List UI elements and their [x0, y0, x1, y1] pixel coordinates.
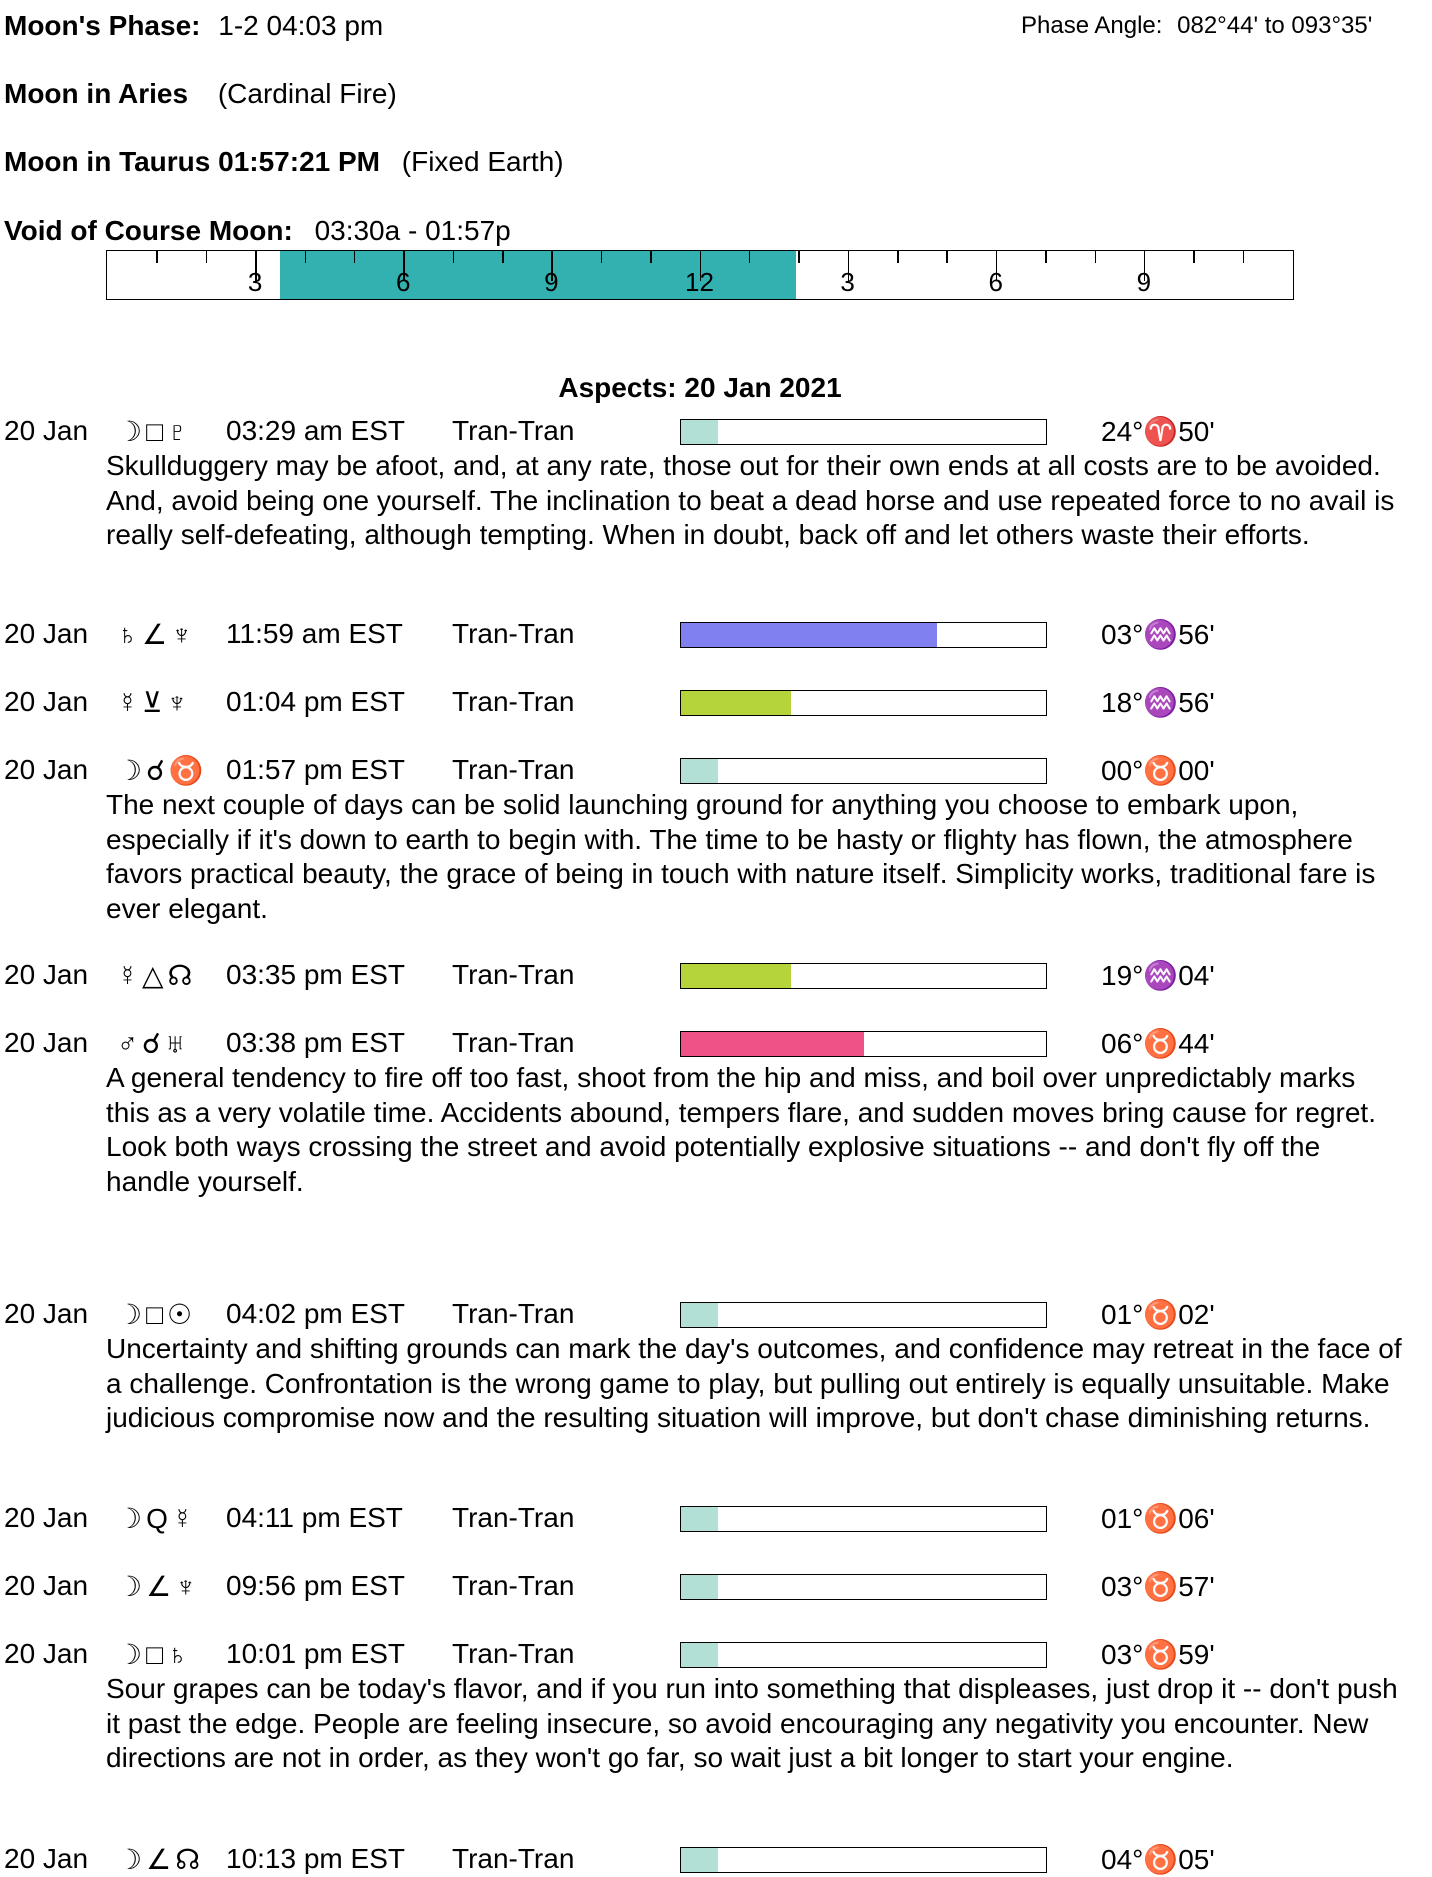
phase-angle [1021, 12, 1372, 40]
aspect-glyphs-icon: ☽□☉ [117, 1299, 197, 1330]
aspect-strength-fill [681, 759, 718, 783]
aspect-date: 20 Jan [4, 1027, 89, 1058]
aspect-strength-fill [681, 964, 791, 988]
aspect-strength-fill [681, 1303, 718, 1327]
aspect-position: 18°♒56' [1101, 687, 1215, 718]
moon-phase-line [4, 10, 383, 42]
aspect-glyphs-icon: ☽Q☿ [117, 1503, 197, 1534]
aspect-type: Tran-Tran [452, 618, 575, 649]
timeline-hour-label: 6 [988, 267, 1003, 297]
aspect-strength-fill [681, 1507, 718, 1531]
timeline-hour-label: 9 [544, 267, 559, 297]
aspect-position: 01°♉02' [1101, 1299, 1215, 1330]
aspect-glyphs-icon: ☽□♇ [117, 416, 193, 447]
aspect-description: Sour grapes can be today's flavor, and if you run into something that displeases, just drop it -- don't push it past the edge. People are feeling insecure, so avoid encouraging any negativity you encounter. New directions are not in order, as they won't go far, so wait just a bit longer to start your engine. [106, 1673, 1398, 1773]
timeline-hour-label: 6 [396, 267, 411, 297]
timeline-tick [354, 251, 356, 263]
timeline-tick [206, 251, 208, 263]
aspect-time: 03:35 pm EST [226, 959, 405, 990]
aspect-position: 19°♒04' [1101, 960, 1215, 991]
aspect-type: Tran-Tran [452, 686, 575, 717]
aspect-glyphs-icon: ☽∠♆ [117, 1571, 201, 1602]
aspect-date: 20 Jan [4, 959, 89, 990]
timeline-hour-label: 12 [685, 267, 714, 297]
aspect-strength-bar [680, 622, 1047, 648]
aspect-date: 20 Jan [4, 1638, 89, 1669]
moon-sign-line-1 [4, 78, 397, 110]
aspect-position: 01°♉06' [1101, 1503, 1215, 1534]
timeline-tick [1193, 251, 1195, 263]
aspect-position: 03°♒56' [1101, 619, 1215, 650]
aspect-type: Tran-Tran [452, 1502, 575, 1533]
timeline-tick [453, 251, 455, 263]
timeline-tick [897, 251, 899, 263]
moon-sign-2-note: (Fixed Earth) [401, 146, 564, 177]
timeline-tick [1095, 251, 1097, 263]
aspect-date: 20 Jan [4, 415, 89, 446]
aspect-strength-bar [680, 963, 1047, 989]
aspect-time: 03:38 pm EST [226, 1027, 405, 1058]
aspect-strength-fill [681, 1848, 718, 1872]
aspect-type: Tran-Tran [452, 415, 575, 446]
aspect-type: Tran-Tran [452, 1298, 575, 1329]
aspect-glyphs-icon: ♂☌♅ [117, 1028, 190, 1059]
timeline-hour-label: 3 [840, 267, 855, 297]
moon-sign-line-2 [4, 146, 564, 178]
void-label: Void of Course Moon: [4, 215, 293, 246]
moon-phase-label: Moon's Phase: [4, 10, 201, 41]
aspect-type: Tran-Tran [452, 1027, 575, 1058]
aspect-glyphs-icon: ☿⊻♆ [117, 687, 192, 718]
aspect-time: 11:59 am EST [226, 618, 403, 649]
aspect-time: 10:01 pm EST [226, 1638, 405, 1669]
timeline-tick [601, 251, 603, 263]
timeline-tick [1045, 251, 1047, 263]
aspect-date: 20 Jan [4, 1843, 89, 1874]
aspect-glyphs-icon: ☽□♄ [117, 1639, 193, 1670]
timeline-tick [749, 251, 751, 263]
aspect-date: 20 Jan [4, 754, 89, 785]
aspect-type: Tran-Tran [452, 1638, 575, 1669]
timeline-tick [502, 251, 504, 263]
aspect-time: 01:57 pm EST [226, 754, 405, 785]
aspect-position: 03°♉57' [1101, 1571, 1215, 1602]
void-of-course-timeline [106, 250, 1294, 300]
phase-angle-value: 082°44' to 093°35' [1177, 12, 1373, 39]
aspect-time: 04:11 pm EST [226, 1502, 403, 1533]
aspect-date: 20 Jan [4, 1502, 89, 1533]
phase-angle-label: Phase Angle: [1021, 12, 1163, 39]
aspect-position: 00°♉00' [1101, 755, 1215, 786]
void-value: 03:30a - 01:57p [314, 215, 511, 246]
aspect-date: 20 Jan [4, 1298, 89, 1329]
aspect-date: 20 Jan [4, 618, 89, 649]
aspect-description: A general tendency to fire off too fast, shoot from the hip and miss, and boil over unpredictably marks this as a very volatile time. Accidents abound, tempers flare, and sudden moves bring cause for regret. Look both ways crossing the street and avoid potentially explosive situations -- and don't fly off the handle yourself. [106, 1062, 1376, 1197]
aspect-strength-bar [680, 1031, 1047, 1057]
aspect-strength-fill [681, 420, 718, 444]
moon-sign-1-note: (Cardinal Fire) [217, 78, 397, 109]
timeline-tick [650, 251, 652, 263]
aspect-strength-bar [680, 1847, 1047, 1873]
aspect-strength-bar [680, 690, 1047, 716]
moon-sign-1-label: Moon in Aries [4, 78, 189, 109]
aspect-strength-bar [680, 1642, 1047, 1668]
aspects-title: Aspects: 20 Jan 2021 [558, 372, 842, 403]
aspect-time: 04:02 pm EST [226, 1298, 405, 1329]
aspect-time: 09:56 pm EST [226, 1570, 405, 1601]
aspect-time: 03:29 am EST [226, 415, 405, 446]
aspect-position: 06°♉44' [1101, 1028, 1215, 1059]
void-of-course-line [4, 215, 511, 247]
aspect-strength-bar [680, 1302, 1047, 1328]
aspect-strength-bar [680, 419, 1047, 445]
aspect-strength-bar [680, 1506, 1047, 1532]
aspect-time: 01:04 pm EST [226, 686, 405, 717]
timeline-tick [946, 251, 948, 263]
aspect-type: Tran-Tran [452, 754, 575, 785]
timeline-tick [156, 251, 158, 263]
aspect-strength-bar [680, 1574, 1047, 1600]
aspect-type: Tran-Tran [452, 959, 575, 990]
aspect-date: 20 Jan [4, 1570, 89, 1601]
timeline-tick [798, 251, 800, 263]
aspect-position: 04°♉05' [1101, 1844, 1215, 1875]
aspect-type: Tran-Tran [452, 1570, 575, 1601]
timeline-hour-label: 3 [247, 267, 263, 297]
aspect-description: Skullduggery may be afoot, and, at any rate, those out for their own ends at all costs are to be avoided. And, avoid being one yourself. The inclination to beat a dead horse and use repeated force to no avail is really self-defeating, although tempting. When in doubt, back off and let others waste their efforts. [106, 450, 1395, 550]
aspect-description: Uncertainty and shifting grounds can mark the day's outcomes, and confidence may retreat in the face of a challenge. Confrontation is the wrong game to play, but pulling out entirely is equally unsuitable. Make judicious compromise now and the resulting situation will improve, but don't chase diminishing returns. [106, 1333, 1402, 1433]
aspect-glyphs-icon: ♄∠♆ [117, 619, 197, 650]
aspect-glyphs-icon: ☽∠☊ [117, 1844, 205, 1875]
aspect-description: The next couple of days can be solid launching ground for anything you choose to embark upon, especially if it's down to earth to begin with. The time to be hasty or flighty has flown, the atmosphere favors practical beauty, the grace of being in touch with nature itself. Simplicity works, traditional fare is ever elegant. [106, 789, 1376, 924]
aspect-strength-fill [681, 1643, 718, 1667]
timeline-tick [305, 251, 307, 263]
aspect-glyphs-icon: ☽☌♉ [117, 755, 208, 786]
aspect-date: 20 Jan [4, 686, 89, 717]
aspect-time: 10:13 pm EST [226, 1843, 405, 1874]
moon-phase-value: 1-2 04:03 pm [218, 10, 384, 41]
timeline-hour-label: 9 [1136, 267, 1152, 297]
aspect-position: 03°♉59' [1101, 1639, 1215, 1670]
aspect-strength-fill [681, 623, 937, 647]
aspect-position: 24°♈50' [1101, 416, 1215, 447]
timeline-tick [1243, 251, 1245, 263]
aspect-strength-fill [681, 1575, 718, 1599]
void-period-fill [280, 251, 796, 299]
aspect-type: Tran-Tran [452, 1843, 575, 1874]
aspect-strength-fill [681, 1032, 864, 1056]
aspect-strength-fill [681, 691, 791, 715]
aspect-glyphs-icon: ☿△☊ [117, 960, 197, 991]
aspect-strength-bar [680, 758, 1047, 784]
moon-sign-2-label: Moon in Taurus 01:57:21 PM [4, 146, 380, 177]
